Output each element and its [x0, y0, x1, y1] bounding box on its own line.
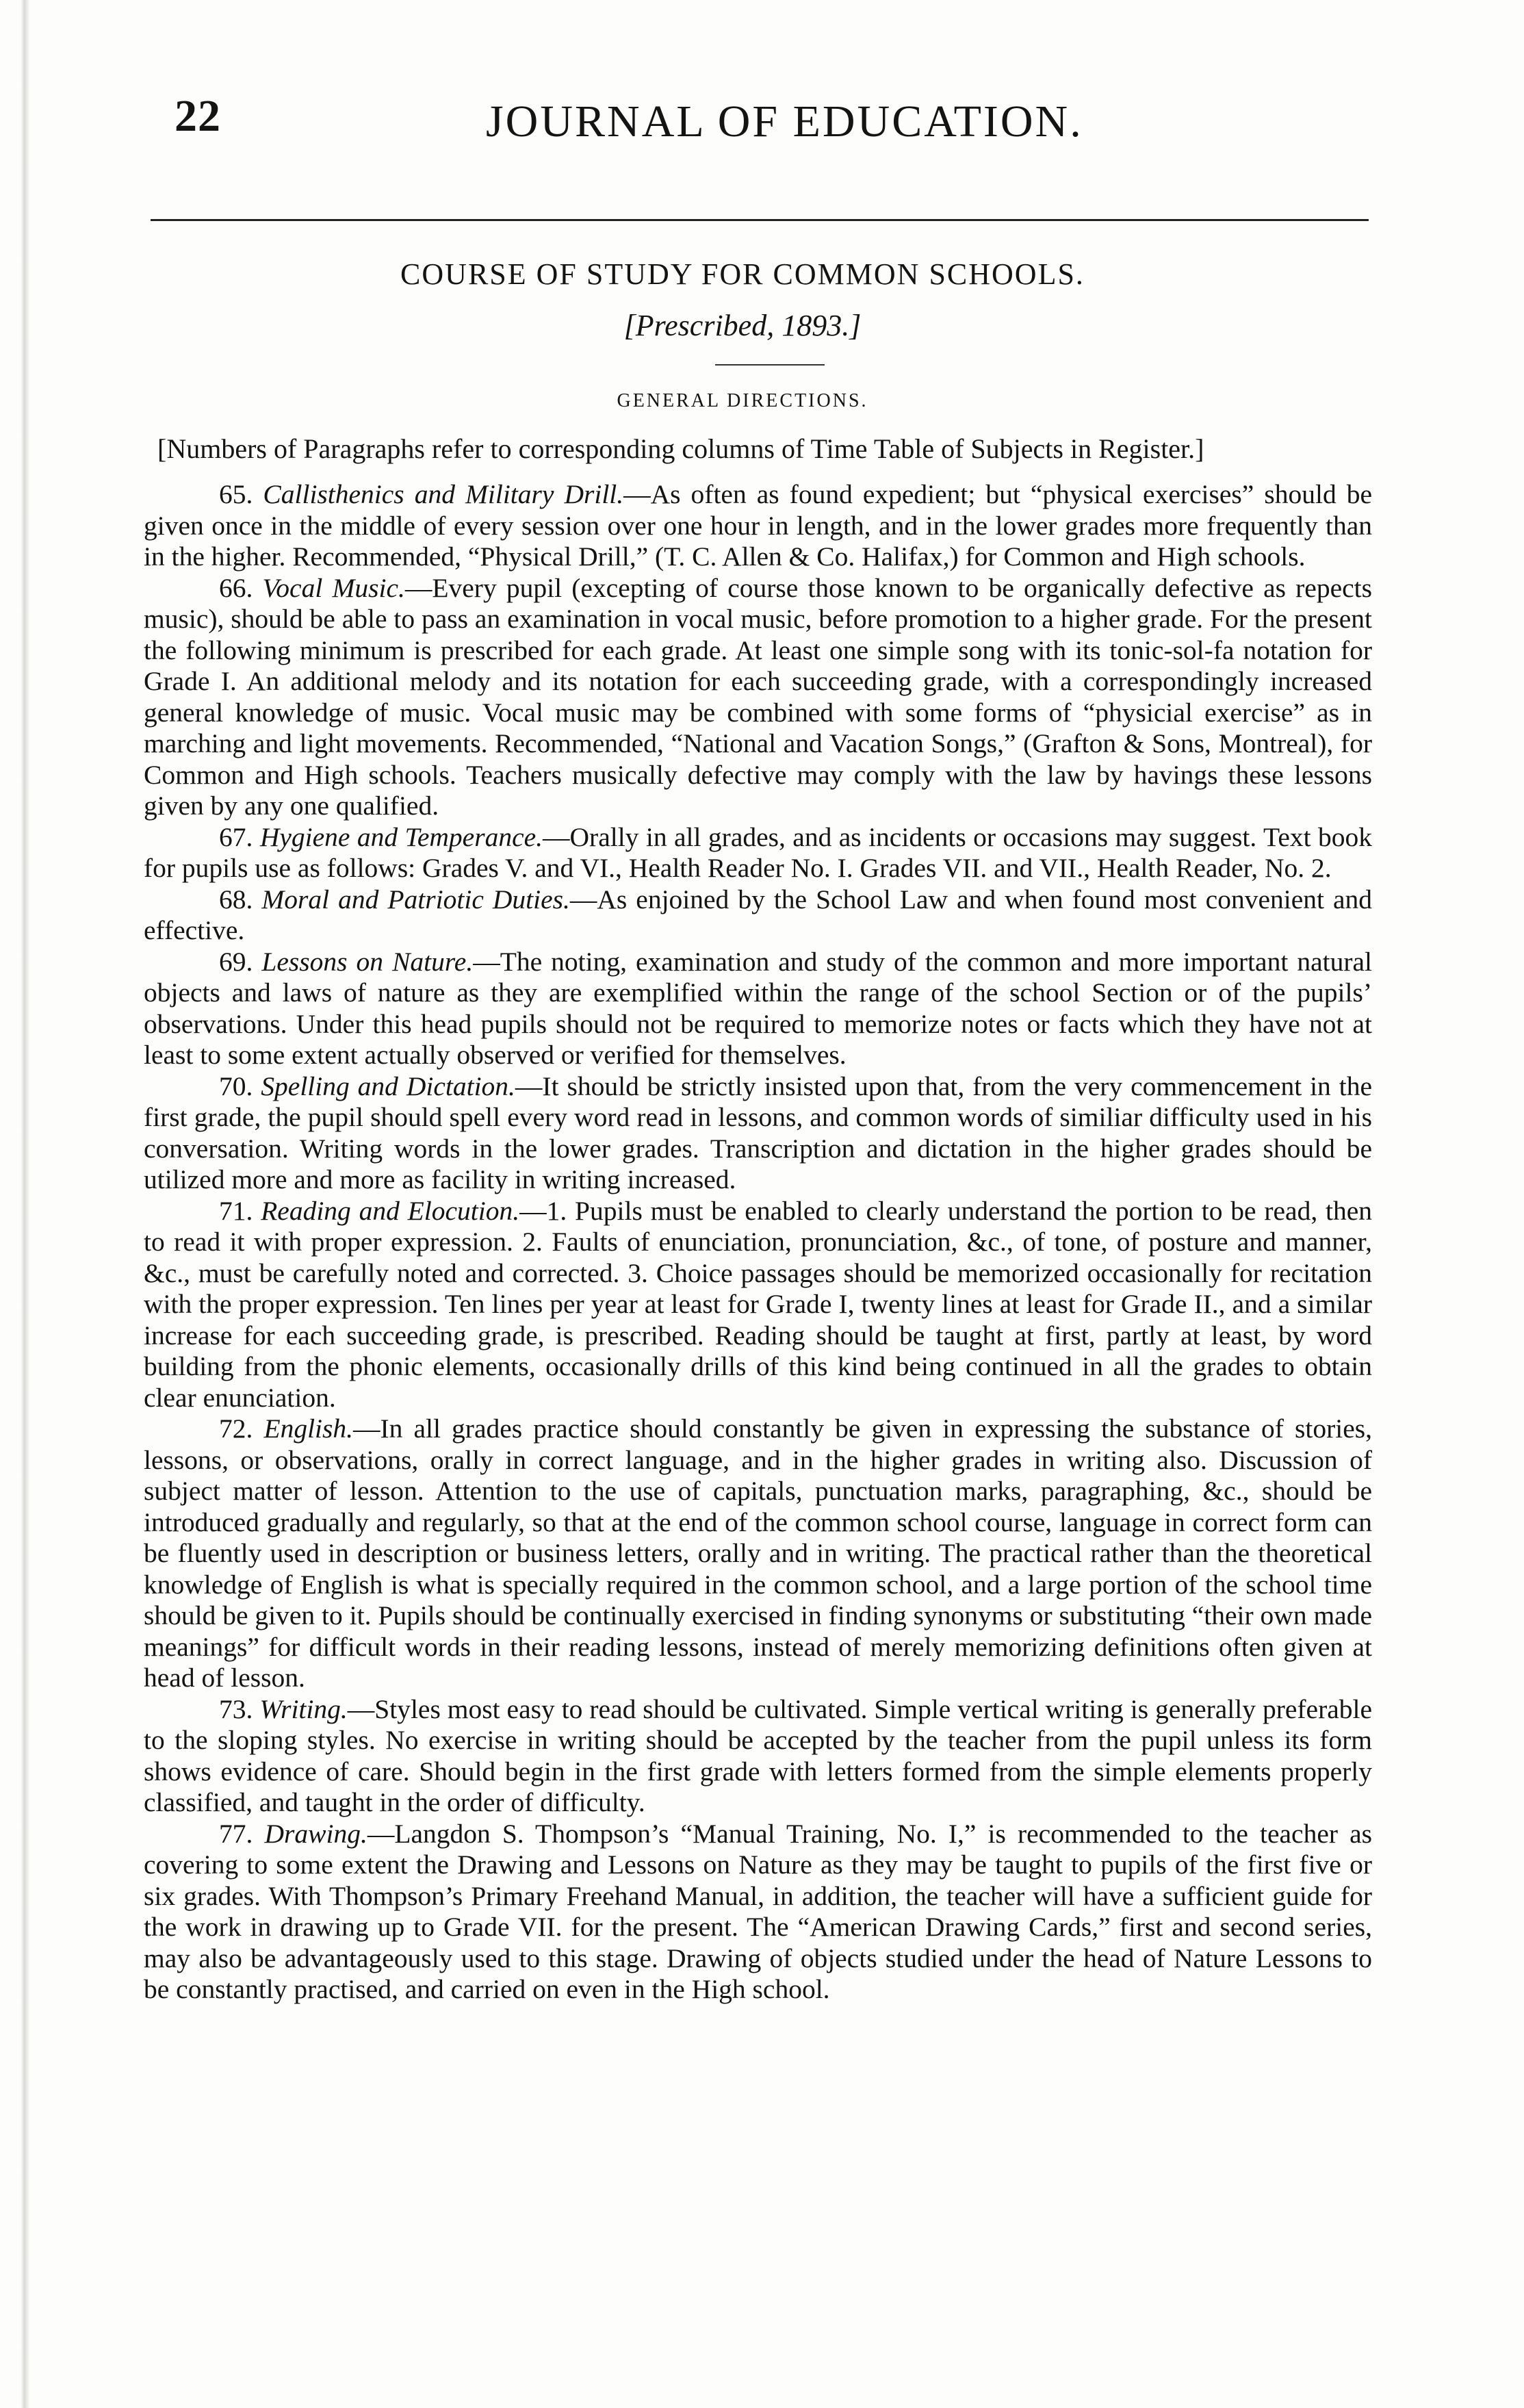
- paragraph-heading: Moral and Patriotic Duties.: [261, 884, 570, 914]
- book-spine-shadow: [21, 0, 30, 2408]
- section-heading: GENERAL DIRECTIONS.: [617, 390, 868, 411]
- paragraph-text: —1. Pupils must be enabled to clearly understand the portion to be read, then to read it with proper expression. 2. Faults of enunciation, pronunciation, &c., of tone, of posture and manner, &c., must be carefully noted and corrected. 3. Choice passages should be memorized occasionally for recitation with the proper expression. Ten lines per year at least for Grade I, twenty lines at least for Grade II., and a similar increase for each succeeding grade, is prescribed. Reading should be taught at first, partly at least, by word building from the phonic elements, occasionally drills of this kind being continued in all the grades to obtain clear enunciation.: [144, 1195, 1372, 1413]
- paragraph-number: 71.: [219, 1195, 253, 1226]
- page-header: [116, 82, 1369, 164]
- paragraph-text: —In all grades practice should constantly be given in expressing the substance of stories, lessons, or observations, orally in correct language, and in the higher grades in writing also. Discussion of subject matter of lesson. Attention to the use of capitals, punctuation marks, paragraphing, &c., should be introduced gradually and regularly, so that at the end of the common school course, language in correct form can be fluently used in description or business letters, orally and in writing. The practical rather than the theoretical knowledge of English is what is specially required in the common school, and a large portion of the school time should be given to it. Pupils should be continually exercised in finding synonyms or substituting “their own made meanings” for difficult words in their reading lessons, instead of merely memorizing definitions often given at head of lesson.: [144, 1413, 1373, 1693]
- paragraph-text: —Orally in all grades, and as incidents or occasions may suggest. Text book for pupils use as follows: Grades V. and VI., Health Reader No. I. Grades VII. and VII., Health Reader, No. 2.: [144, 821, 1373, 883]
- paragraph-77: [144, 1819, 1372, 2006]
- paragraph-heading: English.: [263, 1413, 354, 1444]
- paragraph-number: 70.: [219, 1071, 253, 1101]
- article-subtitle: [Prescribed, 1893.]: [623, 309, 862, 342]
- paragraph-71: [144, 1196, 1372, 1414]
- paragraph-number: 69.: [219, 946, 253, 977]
- paragraph-68: [144, 884, 1372, 947]
- paragraph-72: [144, 1413, 1372, 1694]
- paragraph-heading: Spelling and Dictation.: [261, 1071, 515, 1101]
- paragraph-number: 66.: [219, 572, 253, 603]
- paragraph-number: 65.: [219, 479, 253, 509]
- running-head: JOURNAL OF EDUCATION.: [486, 97, 1083, 146]
- paragraph-text: —It should be strictly insisted upon that, from the very commencement in the first grade, the pupil should spell every word read in lessons, and common words of similiar difficulty used in his conversation. Writing words in the lower grades. Transcription and dictation in the higher grades should be utilized more and more as facility in writing increased.: [144, 1071, 1372, 1194]
- paragraph-heading: Writing.: [259, 1693, 348, 1724]
- paragraph-70: [144, 1071, 1372, 1196]
- article-body: [144, 479, 1372, 2006]
- paragraph-number: 67.: [219, 821, 253, 852]
- paragraph-text: —The noting, examination and study of the common and more important natural objects and laws of nature as they are exemplified within the range of the school Section or of the pupils’ observations. Under this head pupils should not be required to memorize notes or facts which they have not at least to some extent actually observed or verified for themselves.: [144, 946, 1372, 1070]
- paragraph-heading: Reading and Elocution.: [261, 1195, 520, 1226]
- journal-page: [116, 82, 1373, 2004]
- paragraph-text: —Styles most easy to read should be cultivated. Simple vertical writing is generally preferable to the sloping styles. No exercise in writing should be accepted by the teacher from the pupil unless its form shows evidence of care. Should begin in the first grade with letters formed from the simple elements properly classified, and taught in the order of difficulty.: [144, 1693, 1373, 1817]
- paragraph-65: [144, 479, 1372, 573]
- paragraph-heading: Hygiene and Temperance.: [259, 821, 543, 852]
- page-number: 22: [175, 91, 221, 141]
- paragraph-number: 68.: [219, 884, 253, 914]
- paragraph-text: —As enjoined by the School Law and when found most convenient and effective.: [144, 884, 1373, 945]
- paragraph-number: 73.: [219, 1693, 253, 1724]
- paragraph-heading: Drawing.: [264, 1818, 367, 1849]
- paragraph-69: [144, 947, 1372, 1071]
- paragraph-73: [144, 1694, 1372, 1819]
- paragraph-66: [144, 573, 1372, 822]
- paragraph-text: —As often as found expedient; but “physical exercises” should be given once in the middle of every session over one hour in length, and in the lower grades more frequently than in the higher. Recommended, “Physical Drill,” (T. C. Allen & Co. Halifax,) for Common and High schools.: [144, 479, 1372, 572]
- article-title: COURSE OF STUDY FOR COMMON SCHOOLS.: [400, 257, 1085, 291]
- paragraph-number: 77.: [219, 1818, 253, 1849]
- paragraph-67: [144, 822, 1372, 884]
- paragraph-heading: Callisthenics and Military Drill.: [263, 479, 624, 509]
- paragraph-heading: Lessons on Nature.: [261, 946, 474, 977]
- paragraph-number: 72.: [219, 1413, 253, 1444]
- header-rule: [151, 219, 1369, 221]
- paragraph-text: —Every pupil (excepting of course those known to be organically defective as repects music), should be able to pass an examination in vocal music, before promotion to a higher grade. For the present the following minimum is prescribed for each grade. At least one simple song with its tonic-sol-fa notation for Grade I. An additional melody and its notation for each succeeding grade, with a correspondingly increased general knowledge of music. Vocal music may be combined with some forms of “physicial exercise” as in marching and light movements. Recommended, “National and Vacation Songs,” (Grafton & Sons, Montreal), for Common and High schools. Teachers musically defective may comply with the law by havings these lessons given by any one qualified.: [144, 572, 1372, 821]
- bracket-note: [Numbers of Paragraphs refer to corresponding columns of Time Table of Subjects in Register.]: [157, 433, 1204, 464]
- paragraph-text: —Langdon S. Thompson’s “Manual Training, No. I,” is recommended to the teacher as covering to some extent the Drawing and Lessons on Nature as they may be taught to pupils of the first five or six grades. With Thompson’s Primary Freehand Manual, in addition, the teacher will have a sufficient guide for the work in drawing up to Grade VII. for the present. The “American Drawing Cards,” first and second series, may also be advantageously used to this stage. Drawing of objects studied under the head of Nature Lessons to be constantly practised, and carried on even in the High school.: [144, 1818, 1372, 2004]
- paragraph-heading: Vocal Music.: [262, 572, 405, 603]
- title-rule: [715, 364, 825, 366]
